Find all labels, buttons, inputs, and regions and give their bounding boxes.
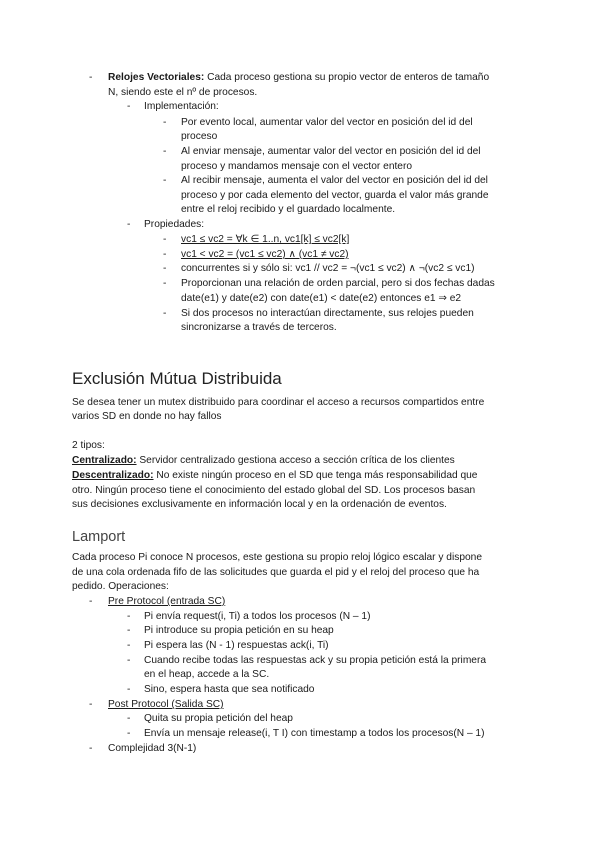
descentralizado-cont-2: sus decisiones exclusivamente en información local y en la ordenación de eventos. — [72, 499, 447, 510]
vectoriales-line-2: N, siendo este el nº de procesos. — [108, 87, 258, 98]
post-item-2: Envía un mensaje release(i, T I) con timestamp a todos los procesos(N – 1) — [144, 728, 485, 739]
bullet-dash: - — [163, 117, 167, 128]
pre-item-4-line-2: en el heap, accede a la SC. — [144, 669, 270, 680]
prop-item-2: vc1 < vc2 = (vc1 ≤ vc2) ∧ (vc1 ≠ vc2) — [181, 249, 349, 260]
lamport-intro-line-3: pedido. Operaciones: — [72, 581, 169, 592]
bullet-dash: - — [127, 611, 131, 622]
bullet-dash: - — [127, 625, 131, 636]
prop-item-5-line-2: sincronizarse a través de terceros. — [181, 322, 337, 333]
bullet-dash: - — [163, 263, 167, 274]
prop-item-4-line-1: Proporcionan una relación de orden parcial, pero si dos fechas dadas — [181, 278, 495, 289]
complejidad: Complejidad 3(N-1) — [108, 743, 197, 754]
impl-item-3-line-3: entre el reloj recibido y el guardado localmente. — [181, 204, 396, 215]
bullet-dash: - — [127, 713, 131, 724]
pre-item-4-line-1: Cuando recibe todas las respuestas ack y su propia petición está la primera — [144, 655, 487, 666]
impl-label: Implementación: — [144, 101, 219, 112]
bullet-dash: - — [127, 101, 131, 112]
vectoriales-text: Cada proceso gestiona su propio vector de enteros de tamaño — [204, 72, 490, 83]
impl-item-2-line-1: Al enviar mensaje, aumentar valor del vector en posición del id del — [181, 146, 481, 157]
bullet-dash: - — [89, 743, 93, 754]
prop-item-4-line-2: date(e1) y date(e2) con date(e1) < date(e2) entonces e1 ⇒ e2 — [181, 293, 462, 304]
centralizado-term: Centralizado: — [72, 455, 137, 466]
descentralizado-term: Descentralizado: — [72, 470, 154, 481]
bullet-dash: - — [163, 249, 167, 260]
bullet-dash: - — [89, 699, 93, 710]
exclusion-intro-line-2: varios SD en donde no hay fallos — [72, 411, 222, 422]
bullet-dash: - — [89, 596, 93, 607]
bullet-dash: - — [163, 308, 167, 319]
bullet-dash: - — [163, 278, 167, 289]
bullet-dash: - — [127, 640, 131, 651]
lamport-intro-line-2: de una cola ordenada fifo de las solicitudes que guarda el pid y el reloj del proceso que ha — [72, 567, 480, 578]
pre-item-3: Pi espera las (N - 1) respuestas ack(i, Ti) — [144, 640, 329, 651]
prop-item-1: vc1 ≤ vc2 = ∀k ∈ 1..n, vc1[k] ≤ vc2[k] — [181, 234, 350, 245]
post-protocol-label: Post Protocol (Salida SC) — [108, 699, 224, 710]
impl-item-1-line-1: Por evento local, aumentar valor del vector en posición del id del — [181, 117, 473, 128]
tipos-label: 2 tipos: — [72, 440, 105, 451]
pre-item-5: Sino, espera hasta que sea notificado — [144, 684, 315, 695]
bullet-dash: - — [127, 655, 131, 666]
descentralizado-cont-1: otro. Ningún proceso tiene el conocimiento del estado global del SD. Los procesos basan — [72, 485, 476, 496]
pre-item-1: Pi envía request(i, Ti) a todos los procesos (N – 1) — [144, 611, 371, 622]
prop-item-5-line-1: Si dos procesos no interactúan directamente, sus relojes pueden — [181, 308, 474, 319]
bullet-dash: - — [163, 175, 167, 186]
centralizado-text: Servidor centralizado gestiona acceso a sección crítica de los clientes — [136, 455, 455, 466]
bullet-dash: - — [89, 72, 93, 83]
vectoriales-line-1 — [108, 71, 489, 86]
impl-item-3-line-2: proceso y por cada elemento del vector, guarda el valor más grande — [181, 190, 489, 201]
impl-item-3-line-1: Al recibir mensaje, aumenta el valor del vector en posición del id del — [181, 175, 488, 186]
exclusion-intro-line-1: Se desea tener un mutex distribuido para coordinar el acceso a recursos compartidos entre — [72, 397, 485, 408]
bullet-dash: - — [127, 684, 131, 695]
vectoriales-term: Relojes Vectoriales: — [108, 72, 205, 83]
centralizado-line — [72, 454, 455, 469]
lamport-heading: Lamport — [72, 529, 126, 545]
bullet-dash: - — [127, 219, 131, 230]
bullet-dash: - — [127, 728, 131, 739]
exclusion-heading: Exclusión Mútua Distribuida — [72, 369, 282, 388]
impl-item-2-line-2: proceso y mandamos mensaje con el vector entero — [181, 161, 413, 172]
pre-protocol-label: Pre Protocol (entrada SC) — [108, 596, 226, 607]
post-item-1: Quita su propia petición del heap — [144, 713, 293, 724]
prop-item-3: concurrentes si y sólo si: vc1 // vc2 = ¬(vc1 ≤ vc2) ∧ ¬(vc2 ≤ vc1) — [181, 263, 475, 274]
impl-item-1-line-2: proceso — [181, 131, 218, 142]
pre-item-2: Pi introduce su propia petición en su heap — [144, 625, 334, 636]
prop-label: Propiedades: — [144, 219, 205, 230]
lamport-intro-line-1: Cada proceso Pi conoce N procesos, este gestiona su propio reloj lógico escalar y dispone — [72, 552, 482, 563]
bullet-dash: - — [163, 146, 167, 157]
descentralizado-text: No existe ningún proceso en el SD que tenga más responsabilidad que — [153, 470, 478, 481]
descentralizado-line — [72, 469, 477, 484]
bullet-dash: - — [163, 234, 167, 245]
